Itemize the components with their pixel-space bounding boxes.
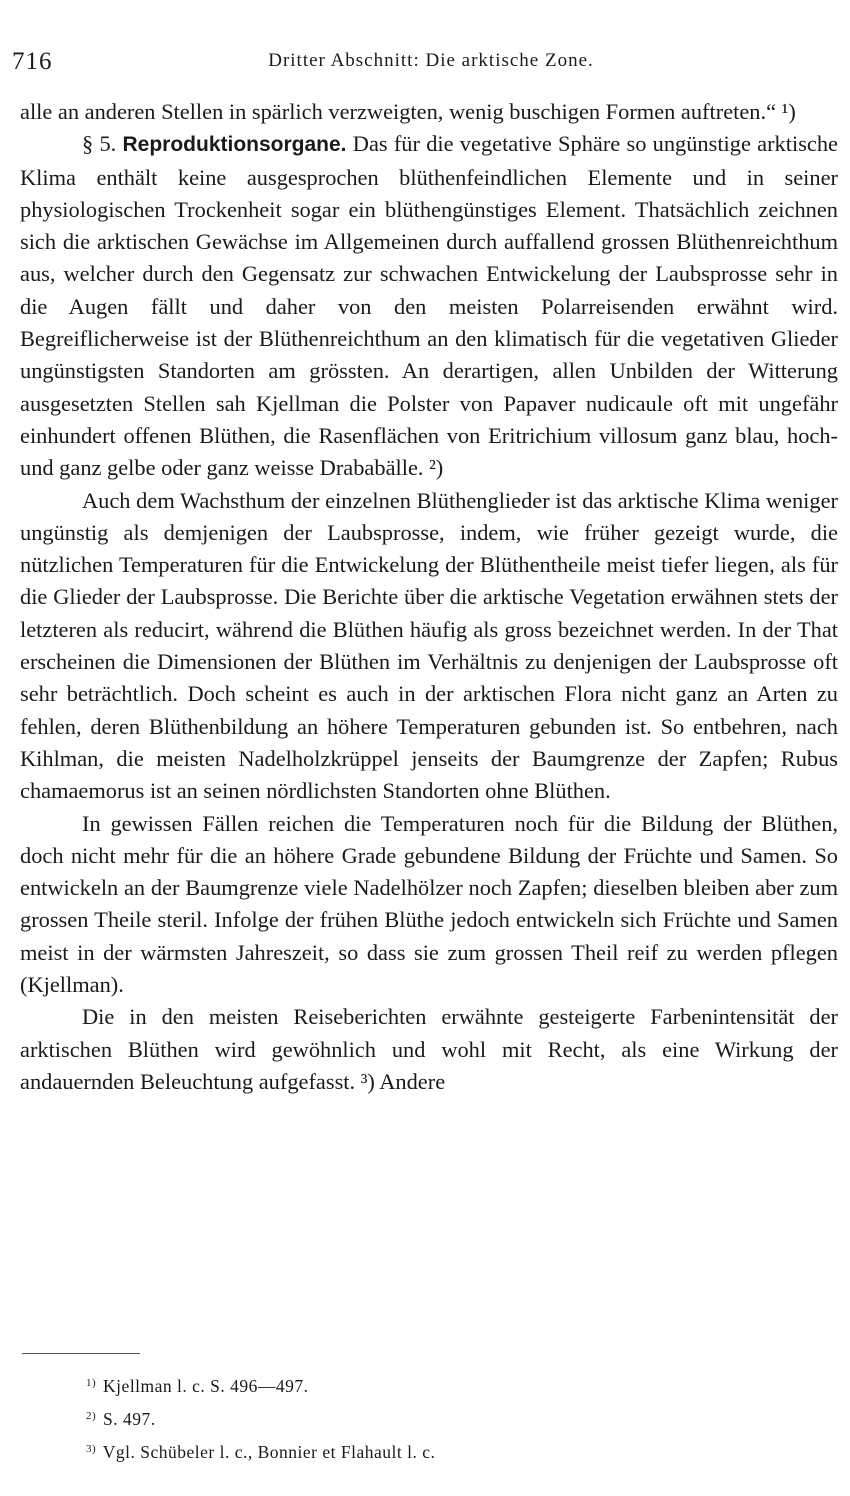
footnote-text: S. 497. bbox=[103, 1409, 156, 1429]
paragraph-continuation bbox=[20, 96, 838, 128]
section-heading: Reproduktionsorgane. bbox=[122, 133, 347, 157]
paragraph bbox=[20, 485, 838, 808]
footnote-mark: 3) bbox=[86, 1443, 97, 1455]
footnote-text: Vgl. Schübeler l. c., Bonnier et Flahault l. c. bbox=[102, 1442, 436, 1462]
page-number: 716 bbox=[12, 48, 53, 75]
paragraph-text: Das für die vegetative Sphäre so ungünstige arktische Klima enthält keine ausgesprochen blüthenfeindlichen Elemente und in seiner physiologischen Trockenheit sogar ein blüthengünstiges Element. Thatsächlich zeichnen sich die arktischen Gewächse im Allgemeinen durch auffallend grossen Blüthenreichthum aus, welcher durch den Gegensatz zur schwachen Entwickelung der Laubsprosse sehr in die Augen fällt und daher von den meisten Polarreisenden erwähnt wird. Begreiflicherweise ist der Blüthenreichthum an den klimatisch für die vegetativen Glieder ungünstigsten Standorten am grössten. An derartigen, allen Unbilden der Witterung ausgesetzten Stellen sah Kjellman die Polster von Papaver nudicaule oft mit ungefähr einhundert offenen Blüthen, die Rasenflächen von Eritrichium villosum ganz blau, hoch- und ganz gelbe oder ganz weisse Drababälle. ²) bbox=[20, 131, 838, 481]
footnote bbox=[86, 1434, 786, 1467]
page-header bbox=[12, 48, 830, 78]
footnotes bbox=[86, 1368, 786, 1467]
section-number: § 5. bbox=[82, 131, 117, 157]
paragraph-text: alle an anderen Stellen in spärlich verzweigten, wenig buschigen Formen auftreten.“ ¹) bbox=[20, 99, 796, 124]
footnote-divider bbox=[22, 1353, 140, 1354]
paragraph-text: Die in den meisten Reiseberichten erwähnte gesteigerte Farbenintensität der arktischen Blüthen wird gewöhnlich und wohl mit Recht, als eine Wirkung der andauernden Beleuchtung aufgefasst. ³) Andere bbox=[20, 1004, 838, 1094]
paragraph bbox=[20, 1001, 838, 1098]
footnote bbox=[86, 1401, 786, 1434]
footnote bbox=[86, 1368, 786, 1401]
footnote-text: Kjellman l. c. S. 496—497. bbox=[103, 1376, 309, 1396]
footnote-mark: 2) bbox=[86, 1410, 97, 1422]
paragraph-text: Auch dem Wachsthum der einzelnen Blüthenglieder ist das arktische Klima weniger ungünstig als demjenigen der Laubsprosse, indem, wie früher gezeigt wurde, die nützlichen Temperaturen für die Entwickelung der Blüthentheile meist tiefer liegen, als für die Glieder der Laubsprosse. Die Berichte über die arktische Vegetation erwähnen stets der letzteren als reducirt, während die Blüthen häufig als gross bezeichnet werden. In der That erscheinen die Dimensionen der Blüthen im Verhältnis zu denjenigen der Laubsprosse oft sehr beträchtlich. Doch scheint es auch in der arktischen Flora nicht ganz an Arten zu fehlen, deren Blüthenbildung an höhere Temperaturen gebunden ist. So entbehren, nach Kihlman, die meisten Nadelholzkrüppel jenseits der Baumgrenze der Zapfen; Rubus chamaemorus ist an seinen nördlichsten Standorten ohne Blüthen. bbox=[20, 487, 838, 804]
footnote-mark: 1) bbox=[86, 1377, 97, 1389]
paragraph bbox=[20, 808, 838, 1002]
paragraph-section-5 bbox=[20, 128, 838, 484]
running-title: Dritter Abschnitt: Die arktische Zone. bbox=[268, 50, 594, 71]
body-text bbox=[20, 96, 838, 1098]
paragraph-text: In gewissen Fällen reichen die Temperaturen noch für die Bildung der Blüthen, doch nicht mehr für die an höhere Grade gebundene Bildung der Früchte und Samen. So entwickeln an der Baumgrenze viele Nadelhölzer noch Zapfen; dieselben bleiben aber zum grossen Theile steril. Infolge der frühen Blüthe jedoch entwickeln sich Früchte und Samen meist in der wärmsten Jahreszeit, so dass sie zum grossen Theil reif zu werden pflegen (Kjellman). bbox=[20, 810, 838, 998]
